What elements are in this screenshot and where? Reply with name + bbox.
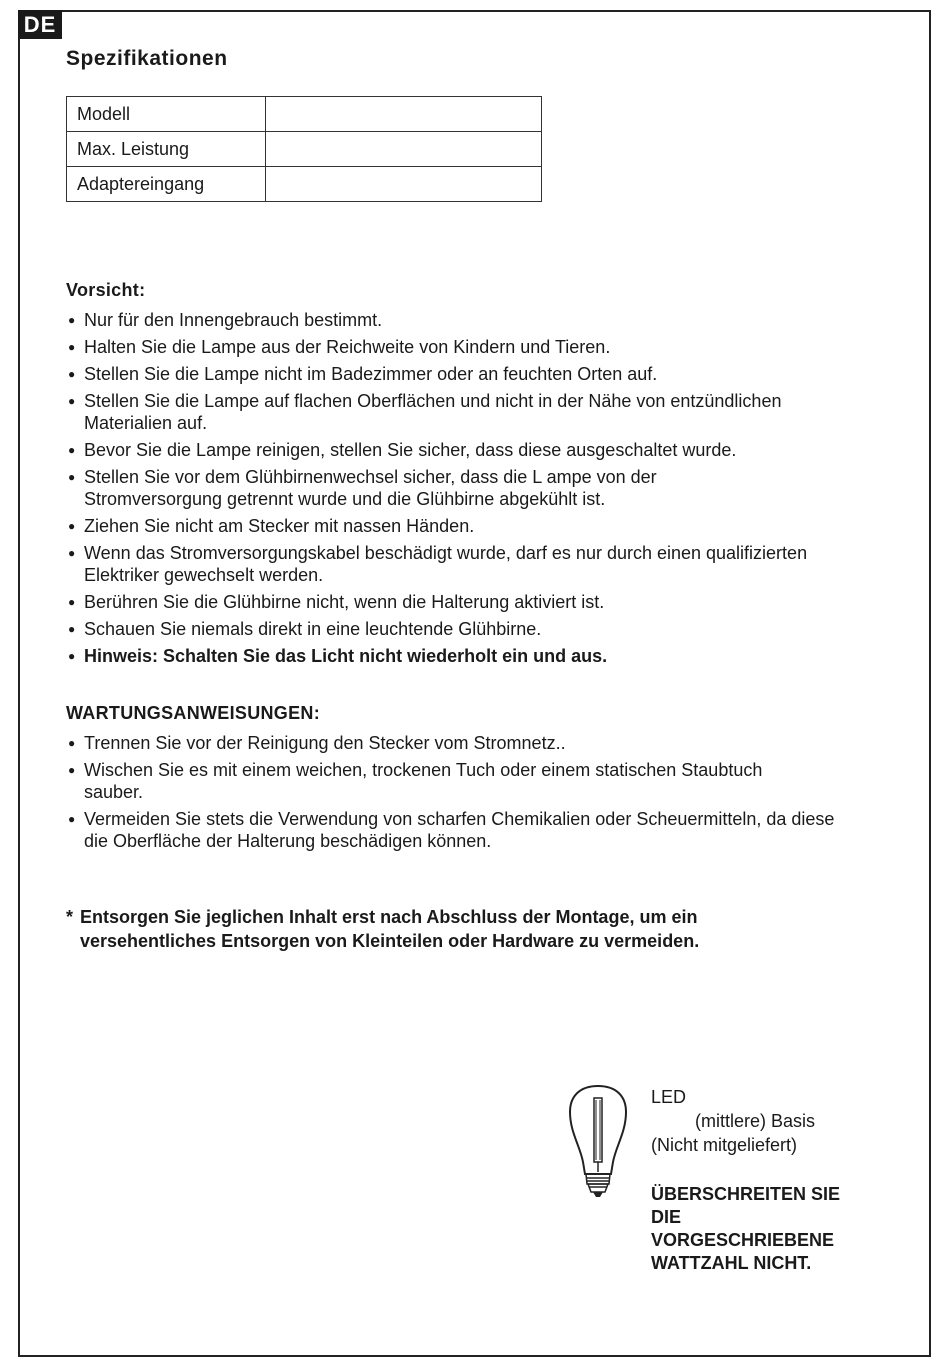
wattage-warning: [651, 1183, 891, 1275]
list-item-text: Bevor Sie die Lampe reinigen, stellen Sie sicher, dass diese ausgeschaltet wurde.: [84, 440, 737, 460]
bullet-icon: ●: [68, 340, 76, 354]
bullet-icon: ●: [68, 622, 76, 636]
list-item-text: Halten Sie die Lampe aus der Reichweite von Kindern und Tieren.: [84, 337, 611, 357]
list-item: [66, 618, 886, 640]
disposal-note-text: versehentliches Entsorgen von Kleinteilen oder Hardware zu vermeiden.: [80, 931, 700, 951]
bullet-icon: ●: [68, 595, 76, 609]
caution-list: [66, 309, 886, 667]
list-item: [66, 390, 886, 434]
list-item-text: Trennen Sie vor der Reinigung den Stecker vom Stromnetz..: [84, 733, 566, 753]
disposal-note: [66, 905, 866, 953]
spec-value: [266, 167, 542, 202]
list-item: [66, 336, 886, 358]
warning-line: ÜBERSCHREITEN SIE: [651, 1184, 841, 1204]
bulb-type: LED: [651, 1087, 687, 1107]
list-item: [66, 808, 886, 852]
list-item-text: Stellen Sie vor dem Glühbirnenwechsel sicher, dass die L ampe von der Stromversorgung getrennt wurde und die Glühbirne abgekühlt ist.: [84, 467, 657, 509]
bullet-icon: ●: [68, 367, 76, 381]
warning-line: WATTZAHL NICHT.: [651, 1253, 812, 1273]
list-item-text: Stellen Sie die Lampe nicht im Badezimmer oder an feuchten Orten auf.: [84, 364, 658, 384]
disposal-note-text: Entsorgen Sie jeglichen Inhalt erst nach Abschluss der Montage, um ein: [80, 907, 698, 927]
asterisk: *: [66, 907, 74, 927]
warning-line: VORGESCHRIEBENE: [651, 1230, 835, 1250]
language-tag: DE: [18, 10, 62, 39]
list-item: [66, 466, 886, 510]
edison-bulb-icon: [566, 1084, 630, 1202]
hint-item: [66, 645, 886, 667]
list-item-text: Schauen Sie niemals direkt in eine leuchtende Glühbirne.: [84, 619, 542, 639]
bullet-icon: ●: [68, 649, 76, 663]
maintenance-list: [66, 732, 886, 852]
table-row: [67, 97, 542, 132]
bulb-not-included: (Nicht mitgeliefert): [651, 1135, 798, 1155]
list-item: [66, 309, 886, 331]
list-item: [66, 515, 886, 537]
maintenance-section: [66, 703, 886, 857]
list-item-text: Stellen Sie die Lampe auf flachen Oberflächen und nicht in der Nähe von entzündlichen Materialien auf.: [84, 391, 782, 433]
warning-line: DIE: [651, 1207, 682, 1227]
bullet-icon: ●: [68, 736, 76, 750]
bullet-icon: ●: [68, 313, 76, 327]
spec-label: Max. Leistung: [67, 132, 266, 167]
bullet-icon: ●: [68, 519, 76, 533]
caution-heading: Vorsicht:: [66, 280, 146, 300]
spec-value: [266, 132, 542, 167]
table-row: [67, 167, 542, 202]
list-item-text: Berühren Sie die Glühbirne nicht, wenn die Halterung aktiviert ist.: [84, 592, 605, 612]
caution-section: [66, 280, 886, 672]
list-item: [66, 732, 886, 754]
page-title: Spezifikationen: [66, 47, 228, 70]
list-item: [66, 363, 886, 385]
bullet-icon: ●: [68, 812, 76, 826]
list-item: [66, 591, 886, 613]
hint-text: Hinweis: Schalten Sie das Licht nicht wiederholt ein und aus.: [84, 646, 608, 666]
list-item-text: Nur für den Innengebrauch bestimmt.: [84, 310, 383, 330]
list-item-text: Vermeiden Sie stets die Verwendung von scharfen Chemikalien oder Scheuermitteln, da diese die Oberfläche der Halterung beschädigen können.: [84, 809, 835, 851]
disposal-note-line: [66, 905, 866, 929]
spec-table: [66, 96, 542, 202]
list-item-text: Wenn das Stromversorgungskabel beschädigt wurde, darf es nur durch einen qualifizierten Elektriker gewechselt werden.: [84, 543, 808, 585]
bulb-base: (mittlere) Basis: [695, 1111, 816, 1131]
list-item: [66, 439, 886, 461]
bulb-info: [651, 1085, 815, 1157]
bullet-icon: ●: [68, 470, 76, 484]
bullet-icon: ●: [68, 394, 76, 408]
list-item-text: Ziehen Sie nicht am Stecker mit nassen Händen.: [84, 516, 475, 536]
table-row: [67, 132, 542, 167]
spec-label: Modell: [67, 97, 266, 132]
list-item: [66, 759, 886, 803]
spec-value: [266, 97, 542, 132]
list-item-text: Wischen Sie es mit einem weichen, trockenen Tuch oder einem statischen Staubtuch sauber.: [84, 760, 763, 802]
bullet-icon: ●: [68, 546, 76, 560]
bullet-icon: ●: [68, 443, 76, 457]
list-item: [66, 542, 886, 586]
maintenance-heading: WARTUNGSANWEISUNGEN:: [66, 703, 320, 723]
bullet-icon: ●: [68, 763, 76, 777]
spec-label: Adaptereingang: [67, 167, 266, 202]
